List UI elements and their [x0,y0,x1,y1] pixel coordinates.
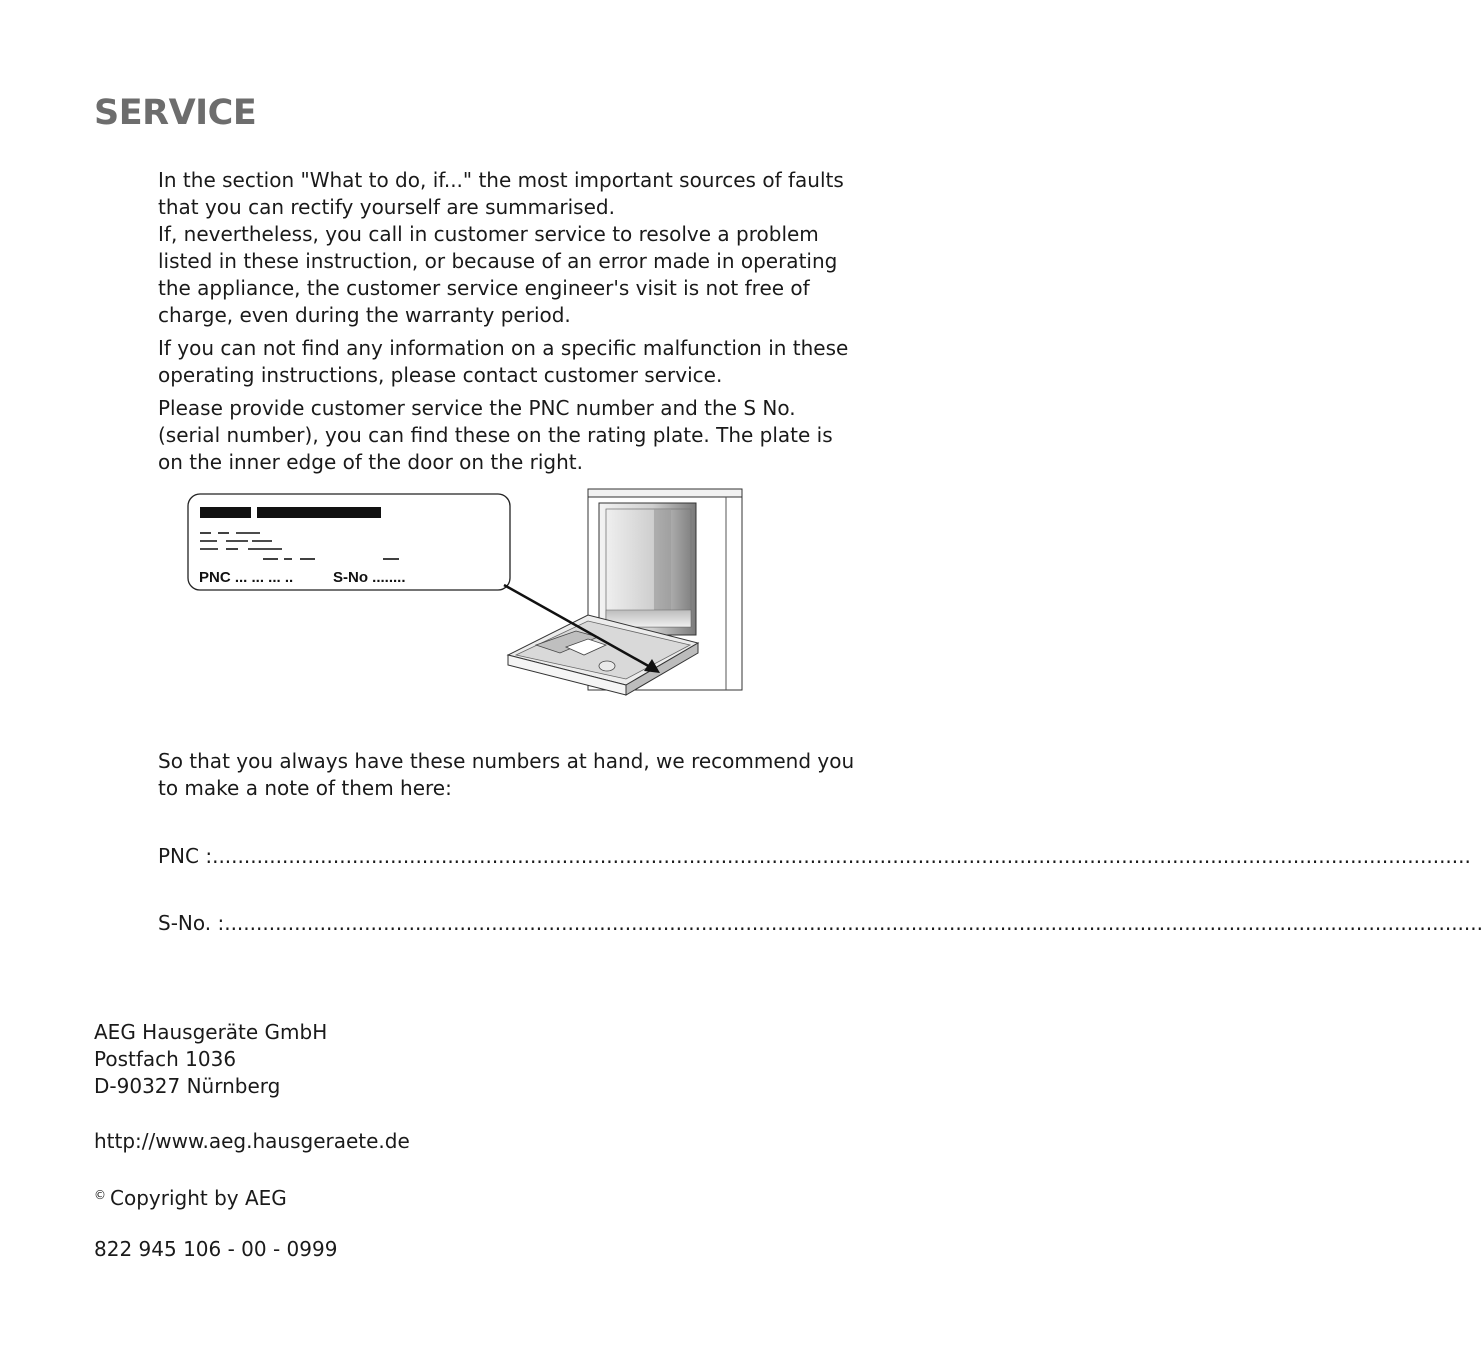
company-city: D-90327 Nürnberg [94,1074,281,1098]
dishwasher-rating-plate-illustration [186,485,746,710]
paragraph: If, nevertheless, you call in customer service to resolve a problem listed in these instruction, or because of an error made in operating the appliance, the customer service engineer's visit is not free of charge, even during the warranty period. [158,222,838,327]
dishwasher-drawing [504,489,742,695]
plate-pnc-label: PNC ... ... ... .. [199,569,294,586]
page-title: SERVICE [94,93,257,133]
plate-sno-label: S-No ........ [333,569,406,586]
company-address [94,1019,327,1100]
paragraph: Please provide customer service the PNC number and the S No. (serial number), you can find these on the rating plate. The plate is on the inner edge of the door on the right. [158,396,833,474]
sno-note-field[interactable] [158,910,1483,937]
sno-field-label: S-No. : [158,911,225,935]
recommendation-text: So that you always have these numbers at hand, we recommend you to make a note of them here: [158,749,855,800]
pnc-field-label: PNC : [158,844,213,868]
sno-dotted-line: ...................................................................................................................................................................................................... [224,911,1483,935]
document-code: 822 945 106 - 00 - 0999 [94,1237,338,1261]
copyright [94,1182,287,1212]
copyright-text: Copyright by AEG [110,1186,287,1210]
pnc-dotted-line: ...................................................................................................................................................................................................... [212,844,1471,868]
paragraph: In the section "What to do, if..." the most important sources of faults that you can rectify yourself are summarised. [158,168,844,219]
company-postbox: Postfach 1036 [94,1047,237,1071]
rating-plate [188,494,510,590]
pnc-note-field[interactable] [158,843,1471,870]
intro-text [158,167,858,482]
company-name: AEG Hausgeräte GmbH [94,1020,328,1044]
copyright-symbol: © [94,1188,106,1202]
website-link[interactable]: http://www.aeg.hausgeraete.de [94,1129,410,1153]
paragraph: If you can not find any information on a specific malfunction in these operating instructions, please contact customer service. [158,336,849,387]
